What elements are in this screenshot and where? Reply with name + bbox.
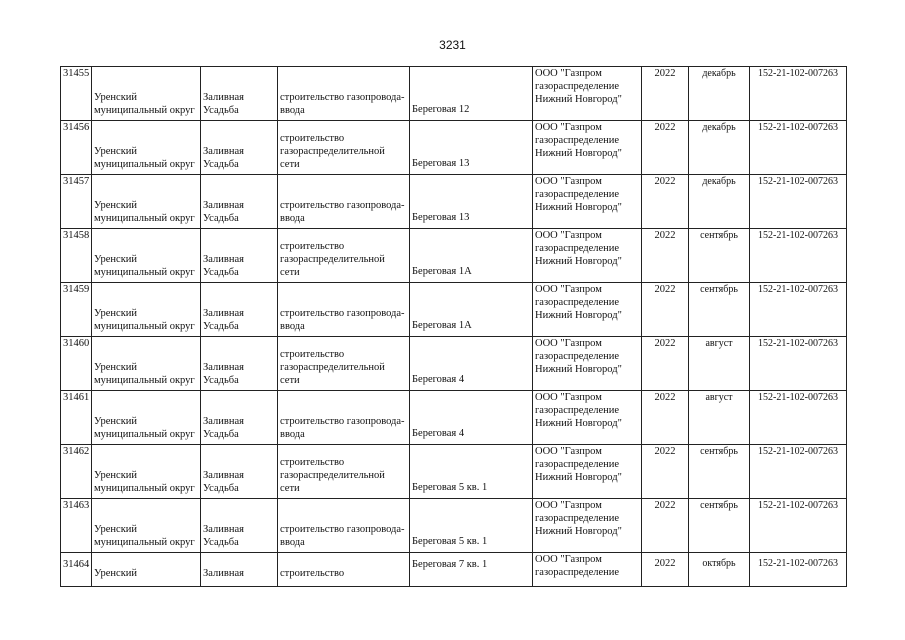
organization-line: ООО "Газпром xyxy=(535,338,602,349)
district-cell-line: Уренский xyxy=(94,92,138,103)
work-type-cell-line: газораспределительной сети xyxy=(280,146,385,170)
month-value: август xyxy=(705,338,733,349)
village-cell xyxy=(201,445,278,499)
organization-line: ООО "Газпром xyxy=(535,284,602,295)
program-code: 152-21-102-007263 xyxy=(758,176,838,187)
village-cell xyxy=(201,337,278,391)
month-cell xyxy=(689,445,750,499)
code-cell xyxy=(750,391,847,445)
registry-table xyxy=(60,66,847,587)
village-cell-line: Усадьба xyxy=(203,105,239,116)
organization-line: газораспределение xyxy=(535,567,620,578)
row-number: 31462 xyxy=(63,446,90,457)
program-code: 152-21-102-007263 xyxy=(758,284,838,295)
street-address: Береговая 1А xyxy=(412,320,472,331)
month-cell xyxy=(689,337,750,391)
district-cell-line: Уренский xyxy=(94,362,138,373)
district-cell-line: муниципальный округ xyxy=(94,105,195,116)
organization-cell xyxy=(533,337,642,391)
street-cell xyxy=(410,445,533,499)
work-type-cell xyxy=(278,67,410,121)
organization-cell xyxy=(533,391,642,445)
row-number-cell xyxy=(61,67,92,121)
table-row xyxy=(61,553,847,587)
row-number: 31460 xyxy=(63,338,90,349)
row-number-cell xyxy=(61,175,92,229)
row-number-cell xyxy=(61,553,92,587)
work-type-cell-line: ввода xyxy=(280,105,305,116)
organization-line: ООО "Газпром xyxy=(535,500,602,511)
month-value: декабрь xyxy=(702,68,736,79)
program-code: 152-21-102-007263 xyxy=(758,122,838,133)
district-cell-line: Уренский xyxy=(94,146,138,157)
work-type-cell-line: строительство xyxy=(280,457,345,468)
row-number: 31456 xyxy=(63,122,90,133)
year-value: 2022 xyxy=(654,338,676,349)
work-type-cell-line: строительство xyxy=(280,349,345,360)
village-cell-line: Усадьба xyxy=(203,429,239,440)
table-row xyxy=(61,445,847,499)
street-cell xyxy=(410,553,533,587)
row-number-cell xyxy=(61,391,92,445)
work-type-cell xyxy=(278,445,410,499)
street-address: Береговая 4 xyxy=(412,428,465,439)
village-cell-line: Заливная xyxy=(203,470,244,481)
year-value: 2022 xyxy=(654,392,676,403)
street-cell xyxy=(410,67,533,121)
month-cell xyxy=(689,499,750,553)
work-type-cell-line: ввода xyxy=(280,537,305,548)
year-cell xyxy=(642,553,689,587)
organization-line: газораспределение xyxy=(535,189,620,200)
year-cell xyxy=(642,67,689,121)
organization-line: Нижний Новгород" xyxy=(535,202,622,213)
village-cell-line: Усадьба xyxy=(203,321,239,332)
organization-line: Нижний Новгород" xyxy=(535,94,622,105)
work-type-cell xyxy=(278,175,410,229)
row-number-cell xyxy=(61,499,92,553)
street-address: Береговая 13 xyxy=(412,212,470,223)
village-cell xyxy=(201,553,278,587)
organization-line: газораспределение xyxy=(535,405,620,416)
table-row xyxy=(61,175,847,229)
work-type-cell xyxy=(278,229,410,283)
year-value: 2022 xyxy=(654,176,676,187)
row-number-cell xyxy=(61,121,92,175)
district-cell-line: муниципальный округ xyxy=(94,537,195,548)
village-cell-line: Заливная xyxy=(203,524,244,535)
year-value: 2022 xyxy=(654,558,676,569)
street-address: Береговая 4 xyxy=(412,374,465,385)
program-code: 152-21-102-007263 xyxy=(758,338,838,349)
village-cell-line: Усадьба xyxy=(203,267,239,278)
district-cell xyxy=(92,553,201,587)
district-cell-line: Уренский xyxy=(94,200,138,211)
organization-line: ООО "Газпром xyxy=(535,554,602,565)
year-cell xyxy=(642,283,689,337)
table-body xyxy=(61,67,847,587)
work-type-cell-line: строительство газопровода- xyxy=(280,92,405,103)
village-cell xyxy=(201,121,278,175)
district-cell-line: Уренский xyxy=(94,524,138,535)
month-cell xyxy=(689,553,750,587)
work-type-cell-line: строительство xyxy=(280,241,345,252)
organization-line: газораспределение xyxy=(535,81,620,92)
month-value: декабрь xyxy=(702,176,736,187)
work-type-cell xyxy=(278,499,410,553)
street-address: Береговая 7 кв. 1 xyxy=(412,559,488,570)
year-value: 2022 xyxy=(654,500,676,511)
street-cell xyxy=(410,229,533,283)
district-cell-line: муниципальный округ xyxy=(94,375,195,386)
district-cell-line: муниципальный округ xyxy=(94,321,195,332)
row-number: 31458 xyxy=(63,230,90,241)
work-type-cell-line: газораспределительной сети xyxy=(280,470,385,494)
street-cell xyxy=(410,499,533,553)
village-cell xyxy=(201,391,278,445)
month-value: сентябрь xyxy=(700,446,738,457)
work-type-cell xyxy=(278,391,410,445)
work-type-cell-line: ввода xyxy=(280,429,305,440)
row-number: 31457 xyxy=(63,176,90,187)
district-cell xyxy=(92,67,201,121)
district-cell xyxy=(92,121,201,175)
village-cell xyxy=(201,283,278,337)
code-cell xyxy=(750,445,847,499)
street-address: Береговая 12 xyxy=(412,104,470,115)
year-cell xyxy=(642,499,689,553)
row-number: 31461 xyxy=(63,392,90,403)
village-cell-line: Усадьба xyxy=(203,537,239,548)
year-cell xyxy=(642,337,689,391)
village-cell-line: Заливная xyxy=(203,362,244,373)
street-address: Береговая 1А xyxy=(412,266,472,277)
organization-line: Нижний Новгород" xyxy=(535,148,622,159)
organization-line: ООО "Газпром xyxy=(535,446,602,457)
year-value: 2022 xyxy=(654,68,676,79)
code-cell xyxy=(750,553,847,587)
street-cell xyxy=(410,175,533,229)
row-number-cell xyxy=(61,445,92,499)
organization-line: Нижний Новгород" xyxy=(535,364,622,375)
street-address: Береговая 5 кв. 1 xyxy=(412,536,488,547)
code-cell xyxy=(750,121,847,175)
work-type-cell-line: строительство газопровода- xyxy=(280,524,405,535)
district-cell-line: муниципальный округ xyxy=(94,483,195,494)
month-value: сентябрь xyxy=(700,284,738,295)
code-cell xyxy=(750,499,847,553)
row-number: 31464 xyxy=(63,559,90,570)
village-cell-line: Усадьба xyxy=(203,159,239,170)
work-type-cell-line: строительство газопровода- xyxy=(280,308,405,319)
district-cell-line: Уренский xyxy=(94,568,138,579)
table-row xyxy=(61,499,847,553)
table-row xyxy=(61,391,847,445)
organization-line: ООО "Газпром xyxy=(535,176,602,187)
organization-cell xyxy=(533,175,642,229)
district-cell xyxy=(92,229,201,283)
month-value: август xyxy=(705,392,733,403)
organization-line: ООО "Газпром xyxy=(535,122,602,133)
table-row xyxy=(61,337,847,391)
district-cell xyxy=(92,499,201,553)
program-code: 152-21-102-007263 xyxy=(758,500,838,511)
table-row xyxy=(61,121,847,175)
village-cell-line: Заливная xyxy=(203,92,244,103)
organization-line: газораспределение xyxy=(535,243,620,254)
table-row xyxy=(61,67,847,121)
district-cell-line: муниципальный округ xyxy=(94,159,195,170)
code-cell xyxy=(750,67,847,121)
year-value: 2022 xyxy=(654,230,676,241)
work-type-cell xyxy=(278,553,410,587)
program-code: 152-21-102-007263 xyxy=(758,446,838,457)
month-value: октябрь xyxy=(702,558,736,569)
organization-line: газораспределение xyxy=(535,513,620,524)
code-cell xyxy=(750,283,847,337)
month-value: сентябрь xyxy=(700,500,738,511)
row-number: 31459 xyxy=(63,284,90,295)
organization-line: газораспределение xyxy=(535,351,620,362)
village-cell xyxy=(201,67,278,121)
month-cell xyxy=(689,229,750,283)
year-cell xyxy=(642,121,689,175)
village-cell-line: Усадьба xyxy=(203,375,239,386)
village-cell-line: Усадьба xyxy=(203,483,239,494)
village-cell xyxy=(201,175,278,229)
work-type-cell xyxy=(278,283,410,337)
year-cell xyxy=(642,175,689,229)
street-address: Береговая 13 xyxy=(412,158,470,169)
organization-line: ООО "Газпром xyxy=(535,230,602,241)
program-code: 152-21-102-007263 xyxy=(758,68,838,79)
district-cell-line: Уренский xyxy=(94,470,138,481)
organization-line: газораспределение xyxy=(535,459,620,470)
street-address: Береговая 5 кв. 1 xyxy=(412,482,488,493)
street-cell xyxy=(410,337,533,391)
village-cell-line: Заливная xyxy=(203,254,244,265)
district-cell xyxy=(92,391,201,445)
work-type-cell-line: строительство газопровода- xyxy=(280,416,405,427)
row-number-cell xyxy=(61,229,92,283)
organization-line: Нижний Новгород" xyxy=(535,256,622,267)
program-code: 152-21-102-007263 xyxy=(758,558,838,569)
month-value: декабрь xyxy=(702,122,736,133)
year-cell xyxy=(642,445,689,499)
village-cell-line: Заливная xyxy=(203,146,244,157)
organization-line: ООО "Газпром xyxy=(535,68,602,79)
village-cell xyxy=(201,229,278,283)
organization-line: ООО "Газпром xyxy=(535,392,602,403)
street-cell xyxy=(410,121,533,175)
street-cell xyxy=(410,391,533,445)
organization-line: Нижний Новгород" xyxy=(535,526,622,537)
district-cell xyxy=(92,445,201,499)
village-cell xyxy=(201,499,278,553)
work-type-cell-line: строительство xyxy=(280,133,345,144)
district-cell-line: муниципальный округ xyxy=(94,213,195,224)
district-cell-line: Уренский xyxy=(94,254,138,265)
district-cell-line: муниципальный округ xyxy=(94,429,195,440)
year-cell xyxy=(642,391,689,445)
code-cell xyxy=(750,337,847,391)
code-cell xyxy=(750,229,847,283)
year-value: 2022 xyxy=(654,446,676,457)
village-cell-line: Заливная xyxy=(203,308,244,319)
month-cell xyxy=(689,391,750,445)
row-number-cell xyxy=(61,337,92,391)
district-cell-line: Уренский xyxy=(94,416,138,427)
organization-cell xyxy=(533,445,642,499)
month-value: сентябрь xyxy=(700,230,738,241)
month-cell xyxy=(689,121,750,175)
organization-cell xyxy=(533,121,642,175)
row-number: 31463 xyxy=(63,500,90,511)
village-cell-line: Заливная xyxy=(203,416,244,427)
year-value: 2022 xyxy=(654,284,676,295)
work-type-cell-line: строительство газопровода- xyxy=(280,200,405,211)
table-row xyxy=(61,283,847,337)
organization-line: газораспределение xyxy=(535,297,620,308)
work-type-cell-line: строительство xyxy=(280,568,345,579)
street-cell xyxy=(410,283,533,337)
work-type-cell-line: газораспределительной сети xyxy=(280,254,385,278)
work-type-cell-line: газораспределительной сети xyxy=(280,362,385,386)
work-type-cell-line: ввода xyxy=(280,321,305,332)
row-number: 31455 xyxy=(63,68,90,79)
district-cell-line: муниципальный округ xyxy=(94,267,195,278)
code-cell xyxy=(750,175,847,229)
organization-cell xyxy=(533,67,642,121)
year-value: 2022 xyxy=(654,122,676,133)
month-cell xyxy=(689,67,750,121)
organization-line: Нижний Новгород" xyxy=(535,472,622,483)
district-cell xyxy=(92,175,201,229)
village-cell-line: Заливная xyxy=(203,568,244,579)
organization-cell xyxy=(533,283,642,337)
month-cell xyxy=(689,175,750,229)
organization-line: газораспределение xyxy=(535,135,620,146)
district-cell xyxy=(92,283,201,337)
program-code: 152-21-102-007263 xyxy=(758,230,838,241)
program-code: 152-21-102-007263 xyxy=(758,392,838,403)
table-row xyxy=(61,229,847,283)
work-type-cell-line: ввода xyxy=(280,213,305,224)
month-cell xyxy=(689,283,750,337)
district-cell-line: Уренский xyxy=(94,308,138,319)
page-number: 3231 xyxy=(439,38,466,52)
village-cell-line: Усадьба xyxy=(203,213,239,224)
district-cell xyxy=(92,337,201,391)
organization-cell xyxy=(533,229,642,283)
organization-line: Нижний Новгород" xyxy=(535,310,622,321)
work-type-cell xyxy=(278,337,410,391)
organization-cell xyxy=(533,499,642,553)
row-number-cell xyxy=(61,283,92,337)
year-cell xyxy=(642,229,689,283)
work-type-cell xyxy=(278,121,410,175)
organization-line: Нижний Новгород" xyxy=(535,418,622,429)
village-cell-line: Заливная xyxy=(203,200,244,211)
organization-cell xyxy=(533,553,642,587)
